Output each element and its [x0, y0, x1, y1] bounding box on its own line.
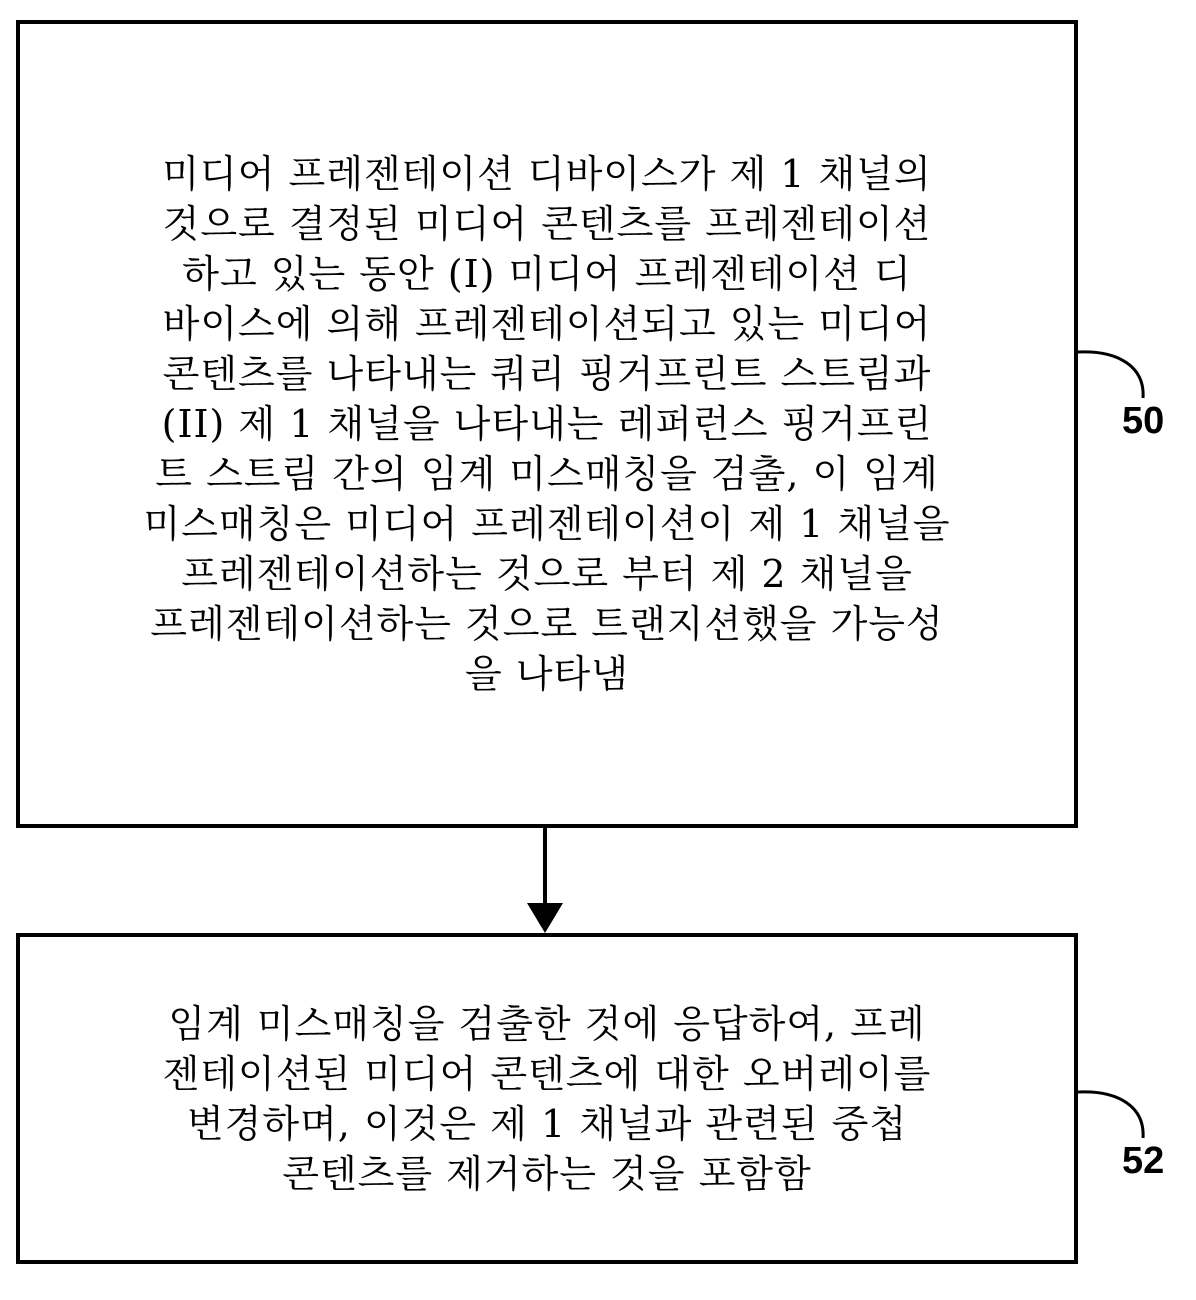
step-50-line: 트 스트림 간의 임계 미스매칭을 검출, 이 임계 — [155, 449, 938, 499]
step-box-52 — [16, 933, 1078, 1264]
step-50-line: (II) 제 1 채널을 나타내는 레퍼런스 핑거프린 — [162, 399, 933, 449]
step-52-line: 임계 미스매칭을 검출한 것에 응답하여, 프레 — [168, 999, 925, 1049]
reference-numeral-52: 52 — [1122, 1140, 1164, 1183]
leader-line-52 — [1078, 1092, 1143, 1138]
step-box-50 — [16, 20, 1078, 828]
leader-line-50 — [1078, 352, 1143, 398]
reference-numeral-50: 50 — [1122, 400, 1164, 443]
step-52-line: 젠테이션된 미디어 콘텐츠에 대한 오버레이를 — [163, 1049, 932, 1099]
step-50-line: 것으로 결정된 미디어 콘텐츠를 프레젠테이션 — [163, 199, 932, 249]
step-50-line: 콘텐츠를 나타내는 쿼리 핑거프린트 스트림과 — [163, 349, 932, 399]
step-50-line: 을 나타냄 — [465, 649, 629, 699]
step-52-line: 변경하며, 이것은 제 1 채널과 관련된 중첩 — [187, 1099, 907, 1149]
flow-arrow-head — [527, 903, 563, 933]
step-50-line: 미스매칭은 미디어 프레젠테이션이 제 1 채널을 — [143, 499, 950, 549]
step-50-line: 바이스에 의해 프레젠테이션되고 있는 미디어 — [163, 299, 932, 349]
step-52-line: 콘텐츠를 제거하는 것을 포함함 — [282, 1149, 811, 1199]
step-50-line: 미디어 프레젠테이션 디바이스가 제 1 채널의 — [162, 149, 931, 199]
step-50-line: 프레젠테이션하는 것으로 부터 제 2 채널을 — [181, 549, 913, 599]
step-50-line: 프레젠테이션하는 것으로 트랜지션했을 가능성 — [150, 599, 943, 649]
step-50-line: 하고 있는 동안 (I) 미디어 프레젠테이션 디 — [182, 249, 911, 299]
